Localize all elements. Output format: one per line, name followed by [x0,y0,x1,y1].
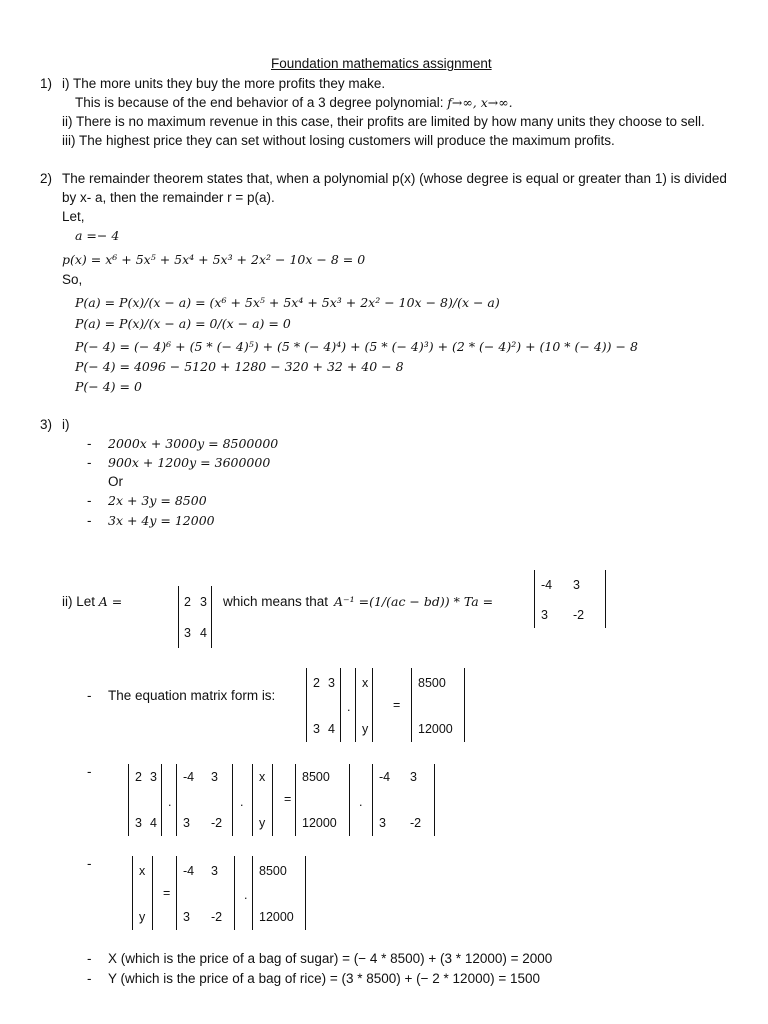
matrix-cell: 3 [183,910,190,924]
matrix-cell: 2 [184,595,191,609]
vector-cell: 12000 [259,910,294,924]
equals-sign: = [163,886,171,900]
matrix-cell: 2 [135,770,142,784]
matrix-cell: 2 [313,676,320,690]
matrix-cell: -4 [183,864,195,878]
dot-operator: . [347,700,351,714]
vector-cell: y [259,816,266,830]
q2-statement-line2: by x- a, then the remainder r = p(a). [62,190,275,205]
q3-equation-4: 3x + 4y = 12000 [108,513,215,528]
equals-sign: = [393,698,401,712]
matrix-cell: 3 [573,578,580,592]
q1-part-i-explanation [75,95,513,111]
matrix-cell: 3 [184,626,191,640]
matrix-cell: 3 [200,595,207,609]
matrix-cell: 4 [150,816,157,830]
matrix-cell: 4 [200,626,207,640]
matrix-cell: 3 [183,816,190,830]
q2-equation-1: P(a) = P(x)/(x − a) = (x⁶ + 5x⁵ + 5x⁴ + 5x³ + 2x² − 10x − 8)/(x − a) [75,295,500,310]
q3-part-ii-label [62,594,122,610]
matrix-cell: 4 [328,722,335,736]
equals-sign: = [284,792,292,806]
bullet-dash: - [87,513,92,528]
matrix-cell: -2 [573,608,585,622]
q2-equation-4: P(− 4) = 4096 − 5120 + 1280 − 320 + 32 + 40 − 8 [75,359,404,374]
vector-cell: 8500 [302,770,330,784]
q2-so: So, [62,272,83,287]
q1-limit-math: f→∞, x→∞. [447,95,513,110]
vector-cell: x [259,770,266,784]
y-result: Y (which is the price of a bag of rice) = (3 * 8500) + (− 2 * 12000) = 1500 [108,971,541,986]
matrix-cell: 3 [211,864,218,878]
q3-or: Or [108,474,123,489]
matrix-cell: 3 [135,816,142,830]
matrix-cell: 3 [211,770,218,784]
matrix-cell: 3 [379,816,386,830]
q2-equation-3: P(− 4) = (− 4)⁶ + (5 * (− 4)⁵) + (5 * (− 4)⁴) + (5 * (− 4)³) + (2 * (− 4)²) + (10 * (− 4)) − 8 [75,339,638,354]
q3-equation-2: 900x + 1200y = 3600000 [108,455,271,470]
vector-cell: 12000 [302,816,337,830]
q3-a-symbol: A = [98,594,123,609]
matrix-cell: -2 [410,816,422,830]
q3-number: 3) [40,417,53,432]
vector-cell: x [139,864,146,878]
q3-equation-1: 2000x + 3000y = 8500000 [108,436,279,451]
bullet-dash: - [87,436,92,451]
matrix-cell: -4 [183,770,195,784]
q1-part-i: i) The more units they buy the more profits they make. [62,76,386,91]
q1-explanation-text: This is because of the end behavior of a 3 degree polynomial: [75,95,444,110]
vector-cell: 12000 [418,722,453,736]
q1-part-iii: iii) The highest price they can set without losing customers will produce the maximum profits. [62,133,615,148]
bullet-dash: - [87,764,92,779]
q2-statement-line1: The remainder theorem states that, when a polynomial p(x) (whose degree is equal or greater than 1) is divided [62,171,727,186]
matrix-cell: -4 [379,770,391,784]
vector-cell: y [362,722,369,736]
matrix-cell: 3 [150,770,157,784]
vector-cell: x [362,676,369,690]
document-title: Foundation mathematics assignment [271,56,492,71]
q2-equation-5: P(− 4) = 0 [75,379,142,394]
vector-cell: 8500 [259,864,287,878]
matrix-cell: 3 [410,770,417,784]
bullet-dash: - [87,493,92,508]
q3-let-text: ii) Let [62,594,96,609]
matrix-cell: -4 [541,578,553,592]
dot-operator: . [168,795,172,809]
matrix-cell: 3 [541,608,548,622]
bullet-dash: - [87,951,92,966]
q1-number: 1) [40,76,53,91]
q2-equation-2: P(a) = P(x)/(x − a) = 0/(x − a) = 0 [75,316,291,331]
matrix-cell: 3 [328,676,335,690]
matrix-cell: -2 [211,816,223,830]
bullet-dash: - [87,688,92,703]
inverse-formula: A⁻¹ =(1/(ac − bd)) * Ta = [334,594,494,609]
dot-operator: . [244,888,248,902]
dot-operator: . [240,795,244,809]
which-means-text: which means that [223,594,329,609]
q2-a-definition: a =− 4 [75,228,120,243]
q2-px-definition: p(x) = x⁶ + 5x⁵ + 5x⁴ + 5x³ + 2x² − 10x − 8 = 0 [62,252,366,267]
dot-operator: . [359,795,363,809]
matrix-cell: 3 [313,722,320,736]
q3-part-i: i) [62,417,70,432]
matrix-cell: -2 [211,910,223,924]
q1-part-ii: ii) There is no maximum revenue in this case, their profits are limited by how many units they choose to sell. [62,114,705,129]
x-result: X (which is the price of a bag of sugar) = (− 4 * 8500) + (3 * 12000) = 2000 [108,951,553,966]
vector-cell: y [139,910,146,924]
q2-let: Let, [62,209,85,224]
bullet-dash: - [87,971,92,986]
q2-number: 2) [40,171,53,186]
q3-equation-3: 2x + 3y = 8500 [108,493,207,508]
bullet-dash: - [87,455,92,470]
vector-cell: 8500 [418,676,446,690]
equation-matrix-form-label: The equation matrix form is: [108,688,276,703]
bullet-dash: - [87,856,92,871]
